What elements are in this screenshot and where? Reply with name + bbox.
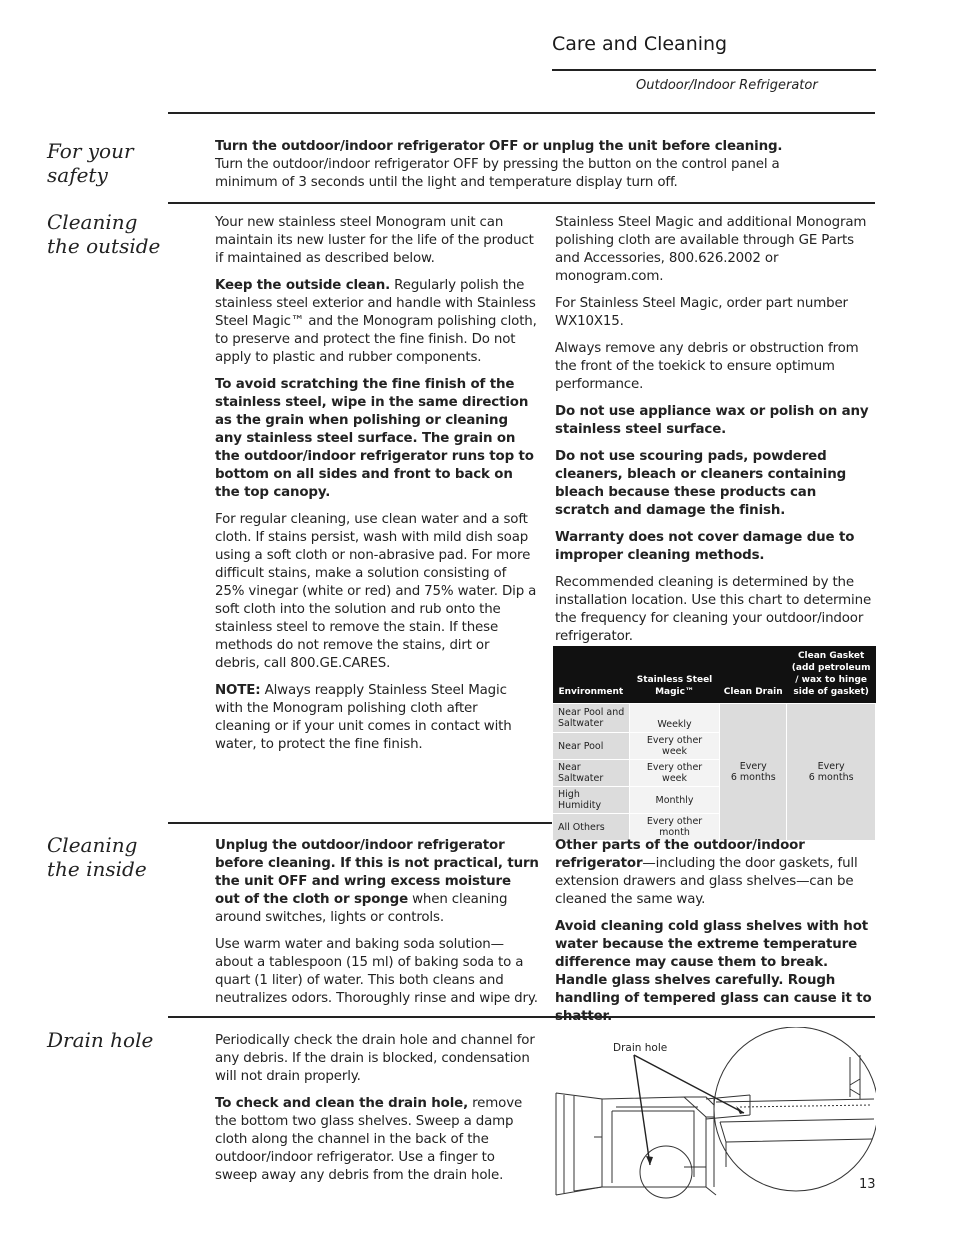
paragraph: Stainless Steel Magic and additional Monogram polishing cloth are available through GE Parts and Accessories, 800.626.2002 or monogram.com. xyxy=(555,215,867,284)
inside-left-column xyxy=(215,837,540,1017)
safety-body: Turn the outdoor/indoor refrigerator OFF by pressing the button on the control panel a minimum of 3 seconds until the light and temperature display turn off. xyxy=(215,157,780,190)
table-cell-gasket: Every 6 months xyxy=(787,704,876,841)
paragraph: Keep the outside clean. Regularly polish the stainless steel exterior and handle with Stainless Steel Magic™ and the Monogram polishing cloth, to preserve and protect the fine finish. Do not apply to plastic and rubber components. xyxy=(215,278,537,365)
section-rule xyxy=(168,202,875,204)
table-header: Clean Gasket (add petroleum / wax to hinge side of gasket) xyxy=(787,646,876,704)
paragraph: Do not use scouring pads, powdered cleaners, bleach or cleaners containing bleach because these products can scratch and damage the finish. xyxy=(555,449,847,518)
section-title-safety: For your safety xyxy=(47,139,134,187)
paragraph: Recommended cleaning is determined by the installation location. Use this chart to determine the frequency for cleaning your outdoor/indoor refrigerator. xyxy=(555,575,872,644)
table-cell: Near Saltwater xyxy=(553,760,630,787)
table-cell: Every other month xyxy=(629,814,719,841)
paragraph: Your new stainless steel Monogram unit can maintain its new luster for the life of the product if maintained as described below. xyxy=(215,215,534,266)
paragraph: To avoid scratching the fine finish of the stainless steel, wipe in the same direction as the grain when polishing or cleaning any stainless steel surface. The grain on the outdoor/indoor refrigerator runs top to bottom on all sides and front to back on the top canopy. xyxy=(215,377,534,500)
table-cell: Weekly xyxy=(629,704,719,733)
paragraph: Do not use appliance wax or polish on any stainless steel surface. xyxy=(555,404,869,437)
table-header: Stainless Steel Magic™ xyxy=(629,646,719,704)
table-cell: Near Pool xyxy=(553,733,630,760)
safety-bold: Turn the outdoor/indoor refrigerator OFF or unplug the unit before cleaning. xyxy=(215,139,783,154)
cleaning-frequency-table xyxy=(552,646,876,841)
table-cell: Every other week xyxy=(629,733,719,760)
paragraph: Periodically check the drain hole and channel for any debris. If the drain is blocked, condensation will not drain properly. xyxy=(215,1033,535,1084)
paragraph: To check and clean the drain hole, remove the bottom two glass shelves. Sweep a damp cloth along the channel in the back of the outdoor/indoor refrigerator. Use a finger to sweep away any debris from the drain hole. xyxy=(215,1096,523,1183)
header-rule xyxy=(552,69,876,71)
table-cell-drain: Every 6 months xyxy=(720,704,787,841)
table-row xyxy=(553,704,876,733)
table-cell: All Others xyxy=(553,814,630,841)
page-number: 13 xyxy=(859,1177,876,1192)
paragraph: Unplug the outdoor/indoor refrigerator before cleaning. If this is not practical, turn the unit OFF and wring excess moisture out of the cloth or sponge when cleaning around switches, lights or controls. xyxy=(215,838,539,925)
outside-left-column xyxy=(215,214,537,763)
table-cell: Near Pool and Saltwater xyxy=(553,704,630,733)
paragraph: For regular cleaning, use clean water and a soft cloth. If stains persist, wash with mild dish soap using a soft cloth or non-abrasive pad. For more difficult stains, make a solution consisting of 25% vinegar (white or red) and 75% water. Dip a soft cloth into the solution and rub onto the stainless steel to remove the stain. If these methods do not remove the stains, dirt or debris, call 800.GE.CARES. xyxy=(215,512,537,671)
paragraph: Warranty does not cover damage due to improper cleaning methods. xyxy=(555,530,855,563)
page-header-subtitle: Outdoor/Indoor Refrigerator xyxy=(636,78,818,93)
paragraph: Use warm water and baking soda solution—about a tablespoon (15 ml) of baking soda to a quart (1 liter) of water. This both cleans and neutralizes odors. Thoroughly rinse and wipe dry. xyxy=(215,937,538,1006)
drain-left-column xyxy=(215,1032,537,1194)
paragraph: Other parts of the outdoor/indoor refrigerator—including the door gaskets, full extension drawers and glass shelves—can be cleaned the same way. xyxy=(555,838,858,907)
paragraph: NOTE: Always reapply Stainless Steel Magic with the Monogram polishing cloth after cleaning or if your unit comes in contact with water, to protect the fine finish. xyxy=(215,683,512,752)
table-header: Environment xyxy=(553,646,630,704)
table-cell: Every other week xyxy=(629,760,719,787)
section-rule xyxy=(168,112,875,114)
safety-text xyxy=(215,138,815,192)
paragraph: For Stainless Steel Magic, order part number WX10X15. xyxy=(555,296,848,329)
page-header-title: Care and Cleaning xyxy=(552,33,728,55)
section-title-drain: Drain hole xyxy=(47,1028,154,1052)
diagram-label: Drain hole xyxy=(613,1042,668,1054)
drain-hole-diagram xyxy=(554,1027,876,1199)
paragraph: Avoid cleaning cold glass shelves with hot water because the extreme temperature difference may cause them to break. Handle glass shelves carefully. Rough handling of tempered glass can cause it to shatter. xyxy=(555,919,872,1024)
paragraph: Always remove any debris or obstruction from the front of the toekick to ensure optimum performance. xyxy=(555,341,859,392)
section-title-outside: Cleaning the outside xyxy=(47,210,161,258)
table-cell: Monthly xyxy=(629,787,719,814)
table-header: Clean Drain xyxy=(720,646,787,704)
inside-right-column xyxy=(555,837,873,1035)
outside-right-column xyxy=(555,214,873,655)
table-cell: High Humidity xyxy=(553,787,630,814)
section-title-inside: Cleaning the inside xyxy=(47,833,147,881)
